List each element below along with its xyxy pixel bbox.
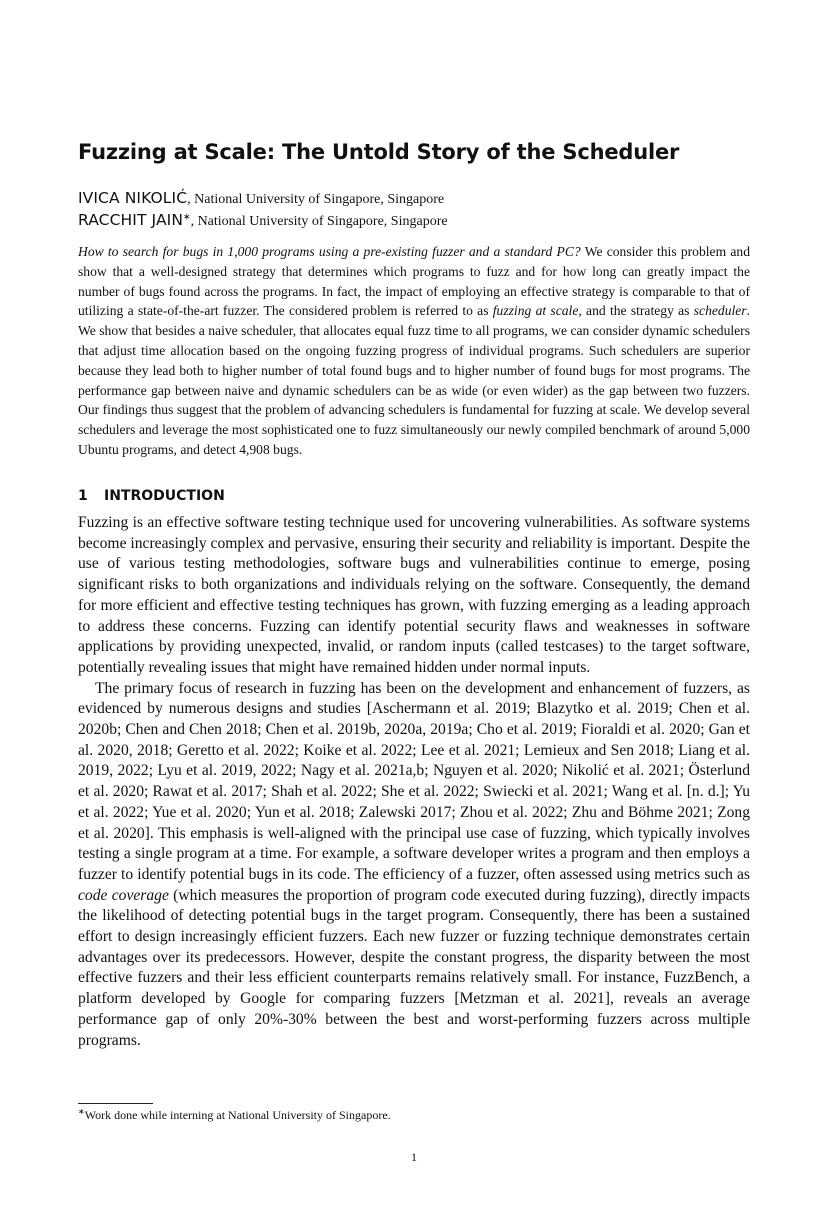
abstract-question: How to search for bugs in 1,000 programs using a pre-existing fuzzer and a standard PC? <box>78 244 581 259</box>
footnote-rule <box>78 1103 153 1104</box>
author-footnote-marker: ∗ <box>183 211 191 222</box>
abstract <box>78 242 750 460</box>
page-number: 1 <box>411 1150 417 1164</box>
paragraph-1: Fuzzing is an effective software testing technique used for uncovering vulnerabilities. As software systems become increasingly complex and pervasive, ensuring their security and reliability is important. Despite the use of various testing methodologies, software bugs and vulnerabilities continue to emerge, posing significant risks to both organizations and individuals relying on the software. Consequently, the demand for more efficient and effective testing techniques has grown, with fuzzing emerging as a leading approach to address these concerns. Fuzzing can identify potential security flaws and weaknesses in software applications by providing unexpected, invalid, or random inputs (called testcases) to the target software, potentially revealing issues that might have remained hidden under normal inputs. <box>78 514 750 676</box>
abstract-text: , and the strategy as <box>578 303 694 319</box>
paragraph-text: (which measures the proportion of program code executed during fuzzing), directly impacts the likelihood of detecting potential bugs in the target program. Consequently, there has been a sustained effort to design increasingly efficient fuzzers. Each new fuzzer or fuzzing technique demonstrates certain advantages over its predecessors. However, despite the constant progress, the disparity between the most effective fuzzers and their less efficient counterparts remains relatively small. For instance, FuzzBench, a platform developed by Google for comparing fuzzers [Metzman et al. 2021], reveals an average performance gap of only 20%-30% between the best and worst-performing fuzzers across multiple programs. <box>78 886 751 1049</box>
author-affiliation: , National University of Singapore, Singapore <box>190 214 448 229</box>
footnote-text: Work done while interning at National University of Singapore. <box>84 1108 391 1122</box>
paragraph-2 <box>78 679 750 1052</box>
author-name: RACCHIT JAIN <box>78 211 184 229</box>
term-fuzzing-at-scale: fuzzing at scale <box>492 303 579 319</box>
term-code-coverage: code coverage <box>78 886 169 904</box>
paragraph-text: The primary focus of research in fuzzing has been on the development and enhancement of fuzzers, as evidenced by numerous designs and studies [Aschermann et al. 2019; Blazytko et al. 2019; Chen et al. 2020b; Chen and Chen 2018; Chen et al. 2019b, 2020a, 2019a; Cho et al. 2019; Fioraldi et al. 2020; Gan et al. 2020, 2018; Geretto et al. 2022; Koike et al. 2022; Lee et al. 2021; Lemieux and Sen 2018; Liang et al. 2019, 2022; Lyu et al. 2019, 2022; Nagy et al. 2021a,b; Nguyen et al. 2020; Nikolić et al. 2021; Österlund et al. 2020; Rawat et al. 2017; Shah et al. 2022; She et al. 2022; Swiecki et al. 2021; Wang et al. [n. d.]; Yu et al. 2022; Yue et al. 2020; Yun et al. 2018; Zalewski 2017; Zhou et al. 2022; Zhu and Böhme 2021; Zong et al. 2020]. This emphasis is well-aligned with the principal use case of fuzzing, which typically involves testing a single program at a time. For example, a software developer writes a program and then employs a fuzzer to identify potential bugs in its code. The efficiency of a fuzzer, often assessed using metrics such as <box>78 679 750 883</box>
author-2 <box>78 211 758 230</box>
author-1 <box>78 189 758 208</box>
section-body <box>78 513 750 1051</box>
author-affiliation: , National University of Singapore, Singapore <box>187 192 445 207</box>
section-heading <box>78 488 750 504</box>
footnote-marker: ∗ <box>78 1107 85 1116</box>
term-scheduler: scheduler <box>693 303 747 319</box>
paper-title: Fuzzing at Scale: The Untold Story of the Scheduler <box>78 140 680 164</box>
footnote <box>78 1107 750 1123</box>
section-number: 1 <box>78 488 88 504</box>
author-name: IVICA NIKOLIĆ <box>78 189 188 207</box>
section-title: INTRODUCTION <box>104 488 225 504</box>
abstract-text: . We show that besides a naive scheduler, that allocates equal fuzz time to all programs, we can consider dynamic schedulers that adjust time allocation based on the ongoing fuzzing progress of individual programs. Such schedulers are superior because they lead both to higher number of total found bugs and to higher number of found bugs for most programs. The performance gap between naive and dynamic schedulers can be as wide (or even wider) as the gap between two fuzzers. Our findings thus suggest that the problem of advancing schedulers is fundamental for fuzzing at scale. We develop several schedulers and leverage the most sophisticated one to fuzz simultaneously our newly compiled benchmark of around 5,000 Ubuntu programs, and detect 4,908 bugs. <box>78 303 751 457</box>
abstract-text: We consider this problem and show that a well-designed strategy that determines which programs to fuzz and for how long can greatly impact the number of bugs found across the programs. In fact, the impact of employing an effective strategy is comparable to that of utilizing a state-of-the-art fuzzer. The considered problem is referred to as <box>78 244 750 319</box>
